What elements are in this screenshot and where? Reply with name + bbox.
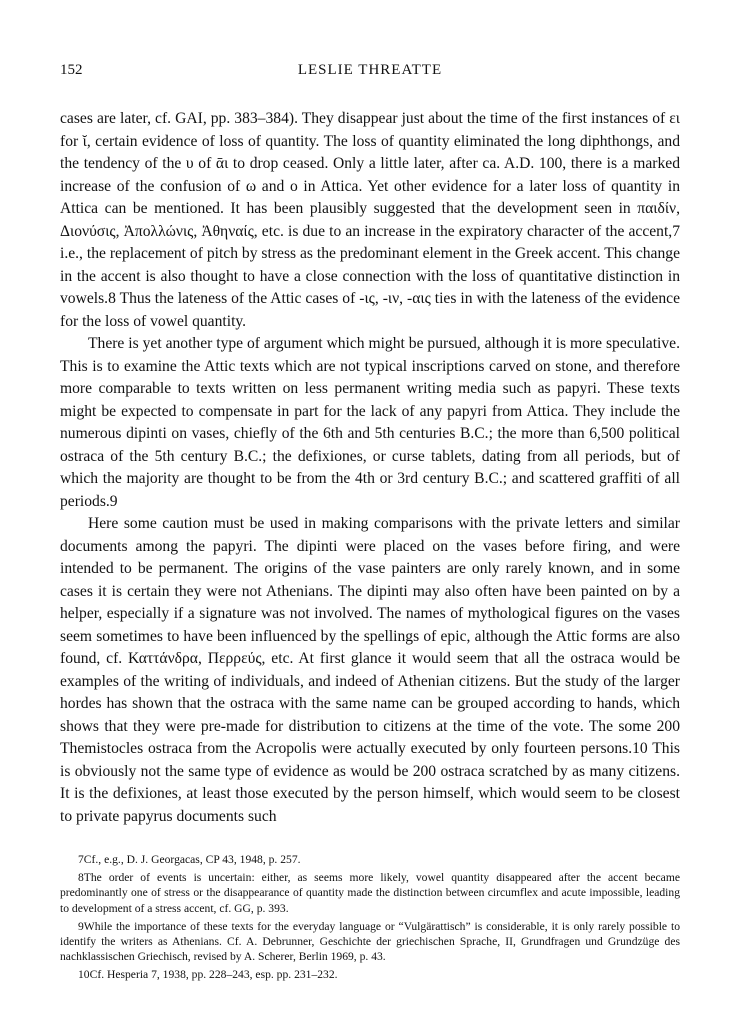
body-text	[60, 108, 680, 828]
paragraph-1: cases are later, cf. GAI, pp. 383–384). They disappear just about the time of the first instances of ει for ῐ, certain evidence of loss of quantity. The loss of quantity eliminated the long diphthongs, and the tendency of the υ of ᾱι to drop ceased. Only a little later, after ca. A.D. 100, there is a marked increase of the confusion of ω and ο in Attica. Yet other evidence for a later loss of quantity in Attica can be mentioned. It has been plausibly suggested that the development seen in παιδίν, Διονύσις, Ἀπολλώνις, Ἀθηναίς, etc. is due to an increase in the expiratory character of the accent,7 i.e., the replacement of pitch by stress as the predominant element in the Greek accent. This change in the accent is also thought to have a close connection with the loss of quantitative distinction in vowels.8 Thus the lateness of the Attic cases of -ις, -ιν, -αις ties in with the lateness of the evidence for the loss of vowel quantity.	[60, 110, 680, 330]
footnote-8: 8The order of events is uncertain: either, as seems more likely, vowel quantity disappeared after the accent became predominantly one of stress or the disappearance of quantity made the distinction between circumflex and acute impossible, leading to development of a stress accent, cf. GG, p. 393.	[60, 871, 680, 915]
paragraph-2: There is yet another type of argument which might be pursued, although it is more speculative. This is to examine the Attic texts which are not typical inscriptions carved on stone, and therefore more comparable to texts written on less permanent writing media such as papyri. These texts might be expected to compensate in part for the lack of any papyri from Attica. They include the numerous dipinti on vases, chiefly of the 6th and 5th centuries B.C.; the more than 6,500 political ostraca of the 5th century B.C.; the defixiones, or curse tablets, dating from all periods, but of which the majority are thought to be from the 4th or 3rd century B.C.; and scattered graffiti of all periods.9	[60, 335, 680, 510]
footnote-10: 10Cf. Hesperia 7, 1938, pp. 228–243, esp. pp. 231–232.	[78, 968, 338, 982]
running-head: LESLIE THREATTE	[297, 62, 443, 78]
page-header	[60, 62, 680, 86]
page	[60, 62, 680, 986]
page-number: 152	[60, 62, 83, 78]
footnote-7: 7Cf., e.g., D. J. Georgacas, CP 43, 1948, p. 257.	[78, 853, 301, 866]
paragraph-3: Here some caution must be used in making comparisons with the private letters and similar documents among the papyri. The dipinti were placed on the vases before firing, and were intended to be permanent. The origins of the vase painters are only rarely known, and in some cases it is certain they were not Athenians. The dipinti may also often have been painted on by a helper, especially if a signature was not involved. The names of mythological figures on the vases seem sometimes to have been influenced by the spellings of epic, although the Attic forms are also found, cf. Καττάνδρα, Περρεύς, etc. At first glance it would seem that all the ostraca would be examples of the writing of individuals, and indeed of Athenian citizens. But the study of the larger hordes has shown that the ostraca with the same name can be grouped according to hands, which shows that they were pre-made for distribution to citizens at the time of the vote. The some 200 Themistocles ostraca from the Acropolis were actually executed by only fourteen persons.10 This is obviously not the same type of evidence as would be 200 ostraca scratched by as many citizens. It is the defixiones, at least those executed by the person himself, which would seem to be closest to private papyrus documents such	[60, 515, 680, 825]
footnotes	[60, 852, 680, 983]
footnote-9: 9While the importance of these texts for the everyday language or “Vulgärattisch” is considerable, it is only rarely possible to identify the writers as Athenians. Cf. A. Debrunner, Geschichte der griechischen Sprache, II, Grundfragen und Grundzüge des nachklassischen Griechisch, revised by A. Scherer, Berlin 1969, p. 43.	[60, 919, 680, 964]
